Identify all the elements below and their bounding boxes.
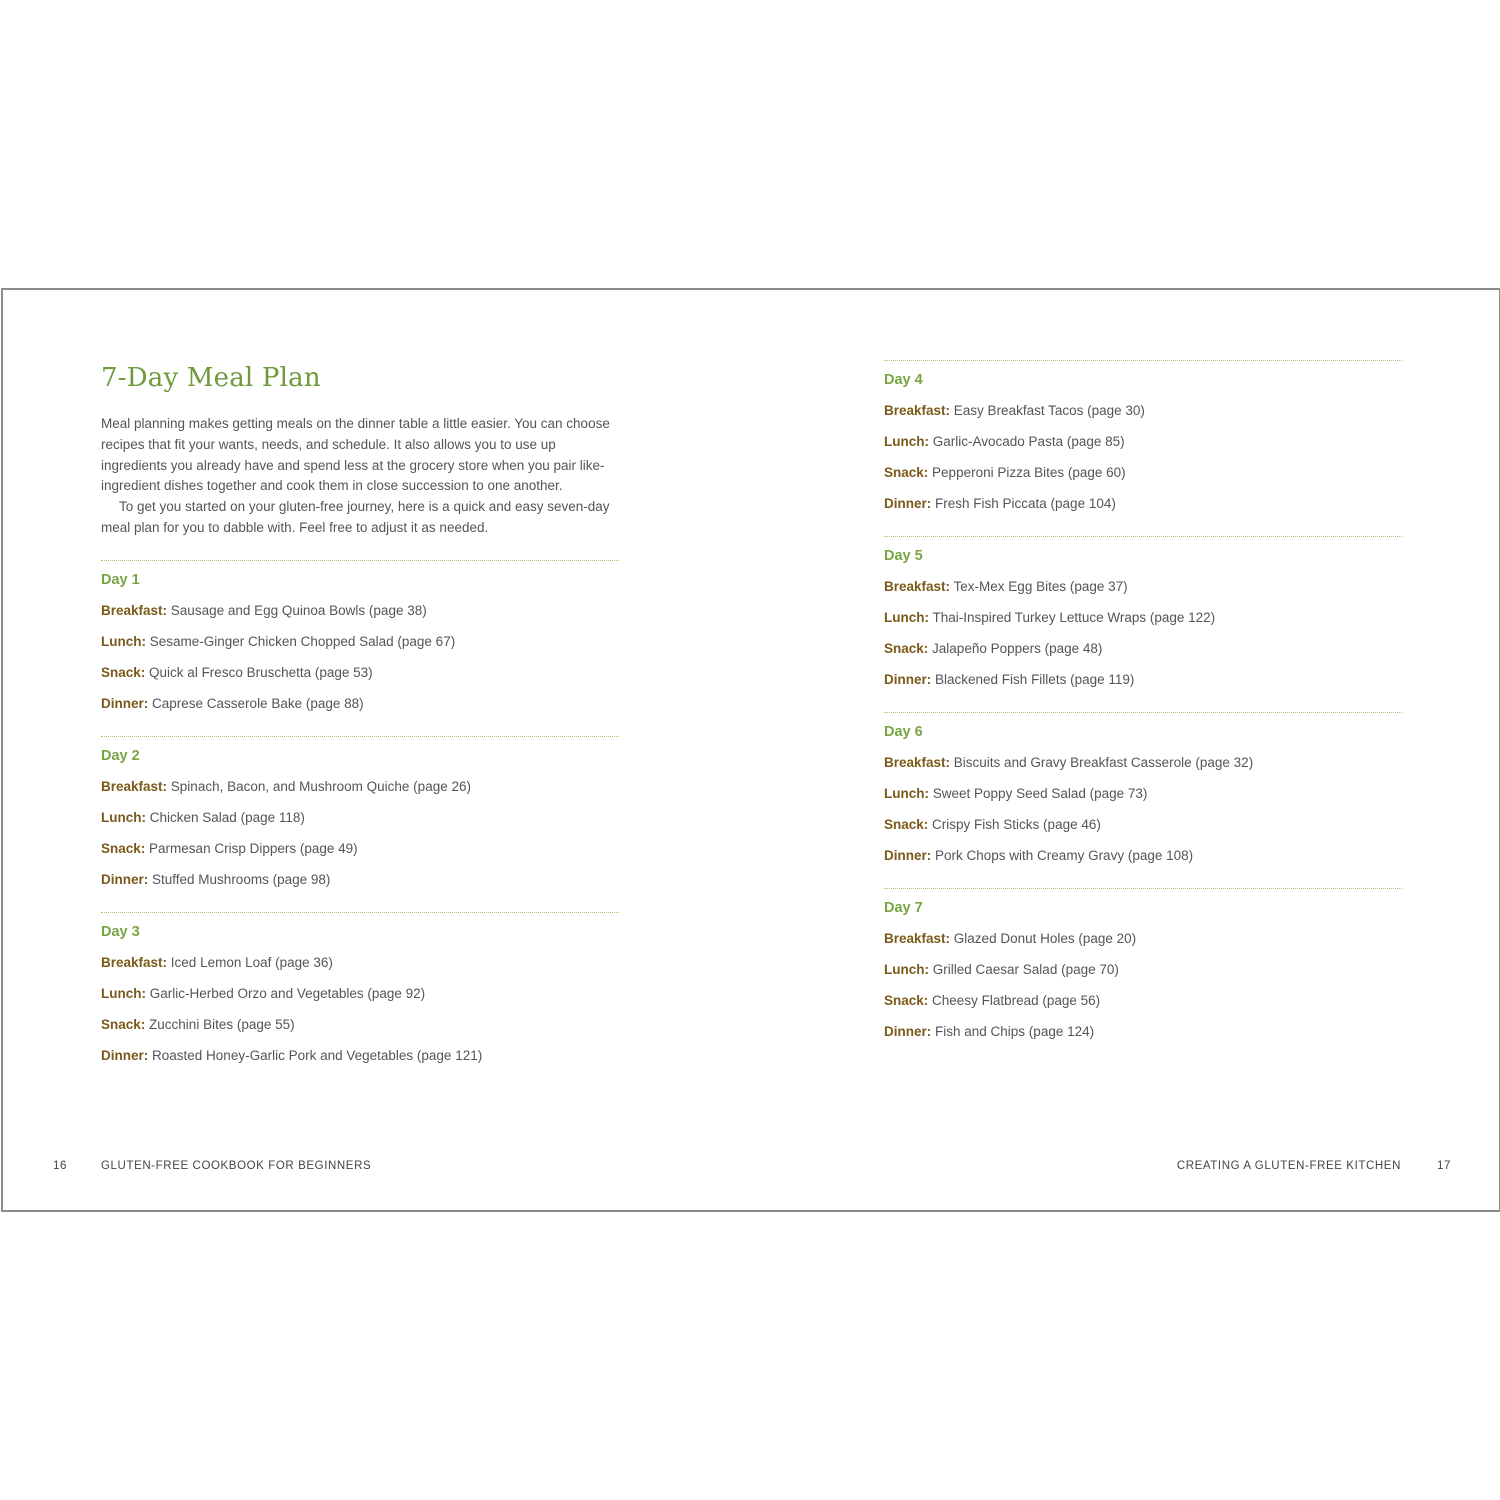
day-block [884,722,1402,866]
meal-line [101,663,619,683]
meal-line [884,1022,1402,1042]
meal-text: Fish and Chips (page 124) [935,1024,1095,1039]
meal-text: Caprese Casserole Bake (page 88) [152,695,364,711]
meal-line [884,670,1402,690]
day-title: Day 4 [884,372,923,388]
meal-text: Easy Breakfast Tacos (page 30) [953,403,1145,418]
meal-label: Snack: [884,641,929,656]
meal-line [101,1046,619,1066]
meal-text: Sweet Poppy Seed Salad (page 73) [932,786,1148,801]
meal-text: Glazed Donut Holes (page 20) [953,931,1137,946]
meal-text: Thai-Inspired Turkey Lettuce Wraps (page 122) [932,610,1216,625]
meal-label: Breakfast: [884,579,951,594]
left-page-content [101,360,619,1066]
meal-line [884,577,1402,597]
meal-label: Snack: [884,465,929,480]
meal-line [101,632,619,652]
day-block [101,922,619,1066]
meal-label: Dinner: [101,1047,149,1063]
meal-line [101,839,619,859]
meal-line [884,960,1402,980]
meal-text: Roasted Honey-Garlic Pork and Vegetables (page 121) [152,1047,483,1063]
meal-line [884,401,1402,421]
day-block [101,570,619,714]
day-block [884,370,1402,514]
meal-line [101,601,619,621]
day-block [101,746,619,890]
meal-label: Snack: [101,664,146,680]
meal-line [884,608,1402,628]
meal-text: Garlic-Herbed Orzo and Vegetables (page 92) [149,985,426,1001]
meal-line [884,494,1402,514]
meal-text: Tex-Mex Egg Bites (page 37) [953,579,1128,594]
meal-label: Breakfast: [101,602,168,618]
dotted-divider [884,888,1402,889]
day-title: Day 6 [884,724,923,740]
dotted-divider [884,712,1402,713]
meal-text: Pork Chops with Creamy Gravy (page 108) [935,848,1194,863]
dotted-divider [884,536,1402,537]
meal-text: Fresh Fish Piccata (page 104) [935,496,1116,511]
meal-text: Garlic-Avocado Pasta (page 85) [932,434,1125,449]
meal-line [884,846,1402,866]
meal-text: Chicken Salad (page 118) [149,809,305,825]
dotted-divider [884,360,1402,361]
meal-label: Breakfast: [884,931,951,946]
meal-line [884,463,1402,483]
meal-line [101,870,619,890]
meal-text: Sausage and Egg Quinoa Bowls (page 38) [170,602,427,618]
meal-line [884,991,1402,1011]
intro-paragraph-2: To get you started on your gluten-free journey, here is a quick and easy seven-day meal plan for you to dabble with. Feel free to adjust it as needed. [101,499,610,535]
meal-label: Lunch: [884,786,929,801]
meal-label: Dinner: [884,1024,932,1039]
meal-text: Cheesy Flatbread (page 56) [932,993,1101,1008]
meal-label: Dinner: [884,496,932,511]
meal-line [101,777,619,797]
right-page-content [884,360,1402,1042]
meal-label: Dinner: [101,695,149,711]
left-page-number: 16 [53,1160,67,1172]
page-title: 7-Day Meal Plan [101,363,321,393]
meal-line [101,953,619,973]
meal-label: Lunch: [884,962,929,977]
day-block [884,898,1402,1042]
left-running-head: GLUTEN-FREE COOKBOOK FOR BEGINNERS [101,1160,372,1172]
meal-text: Parmesan Crisp Dippers (page 49) [149,840,358,856]
day-title: Day 7 [884,900,923,916]
meal-label: Lunch: [101,985,146,1001]
meal-label: Snack: [884,993,929,1008]
meal-text: Zucchini Bites (page 55) [149,1016,295,1032]
book-spread [1,288,1500,1212]
intro-paragraph-1: Meal planning makes getting meals on the dinner table a little easier. You can choose recipes that fit your wants, needs, and schedule. It also allows you to use up ingredients you already have and spend less at the grocery store when you pair like-ingredient dishes together and cook them in close succession to one another. [101,416,610,494]
right-running-head: CREATING A GLUTEN-FREE KITCHEN [1176,1160,1401,1172]
meal-text: Iced Lemon Loaf (page 36) [170,954,333,970]
meal-label: Lunch: [101,809,146,825]
day-title: Day 3 [101,923,140,940]
meal-label: Lunch: [884,434,929,449]
meal-line [884,432,1402,452]
meal-line [101,984,619,1004]
meal-text: Spinach, Bacon, and Mushroom Quiche (page 26) [170,778,471,794]
meal-line [101,694,619,714]
meal-line [101,1015,619,1035]
meal-label: Breakfast: [101,778,168,794]
meal-text: Crispy Fish Sticks (page 46) [932,817,1101,832]
day-title: Day 1 [101,571,140,588]
meal-text: Blackened Fish Fillets (page 119) [935,672,1135,687]
meal-label: Dinner: [884,848,932,863]
meal-label: Snack: [101,840,146,856]
day-title: Day 5 [884,548,923,564]
meal-text: Biscuits and Gravy Breakfast Casserole (page 32) [953,755,1254,770]
day-block [884,546,1402,690]
meal-text: Sesame-Ginger Chicken Chopped Salad (page 67) [149,633,456,649]
meal-label: Lunch: [101,633,146,649]
meal-line [884,929,1402,949]
meal-label: Dinner: [101,871,149,887]
meal-label: Snack: [884,817,929,832]
meal-text: Quick al Fresco Bruschetta (page 53) [149,664,373,680]
meal-line [884,784,1402,804]
meal-text: Grilled Caesar Salad (page 70) [932,962,1119,977]
meal-line [101,808,619,828]
meal-label: Snack: [101,1016,146,1032]
meal-text: Jalapeño Poppers (page 48) [932,641,1103,656]
dotted-divider [101,736,619,737]
intro-text [101,414,619,539]
meal-label: Breakfast: [101,954,168,970]
meal-line [884,753,1402,773]
meal-label: Breakfast: [884,403,951,418]
dotted-divider [101,560,619,561]
meal-text: Stuffed Mushrooms (page 98) [152,871,331,887]
meal-line [884,815,1402,835]
meal-label: Lunch: [884,610,929,625]
meal-label: Dinner: [884,672,932,687]
dotted-divider [101,912,619,913]
meal-text: Pepperoni Pizza Bites (page 60) [932,465,1126,480]
day-title: Day 2 [101,747,140,764]
meal-label: Breakfast: [884,755,951,770]
meal-line [884,639,1402,659]
right-page-number: 17 [1437,1160,1451,1172]
